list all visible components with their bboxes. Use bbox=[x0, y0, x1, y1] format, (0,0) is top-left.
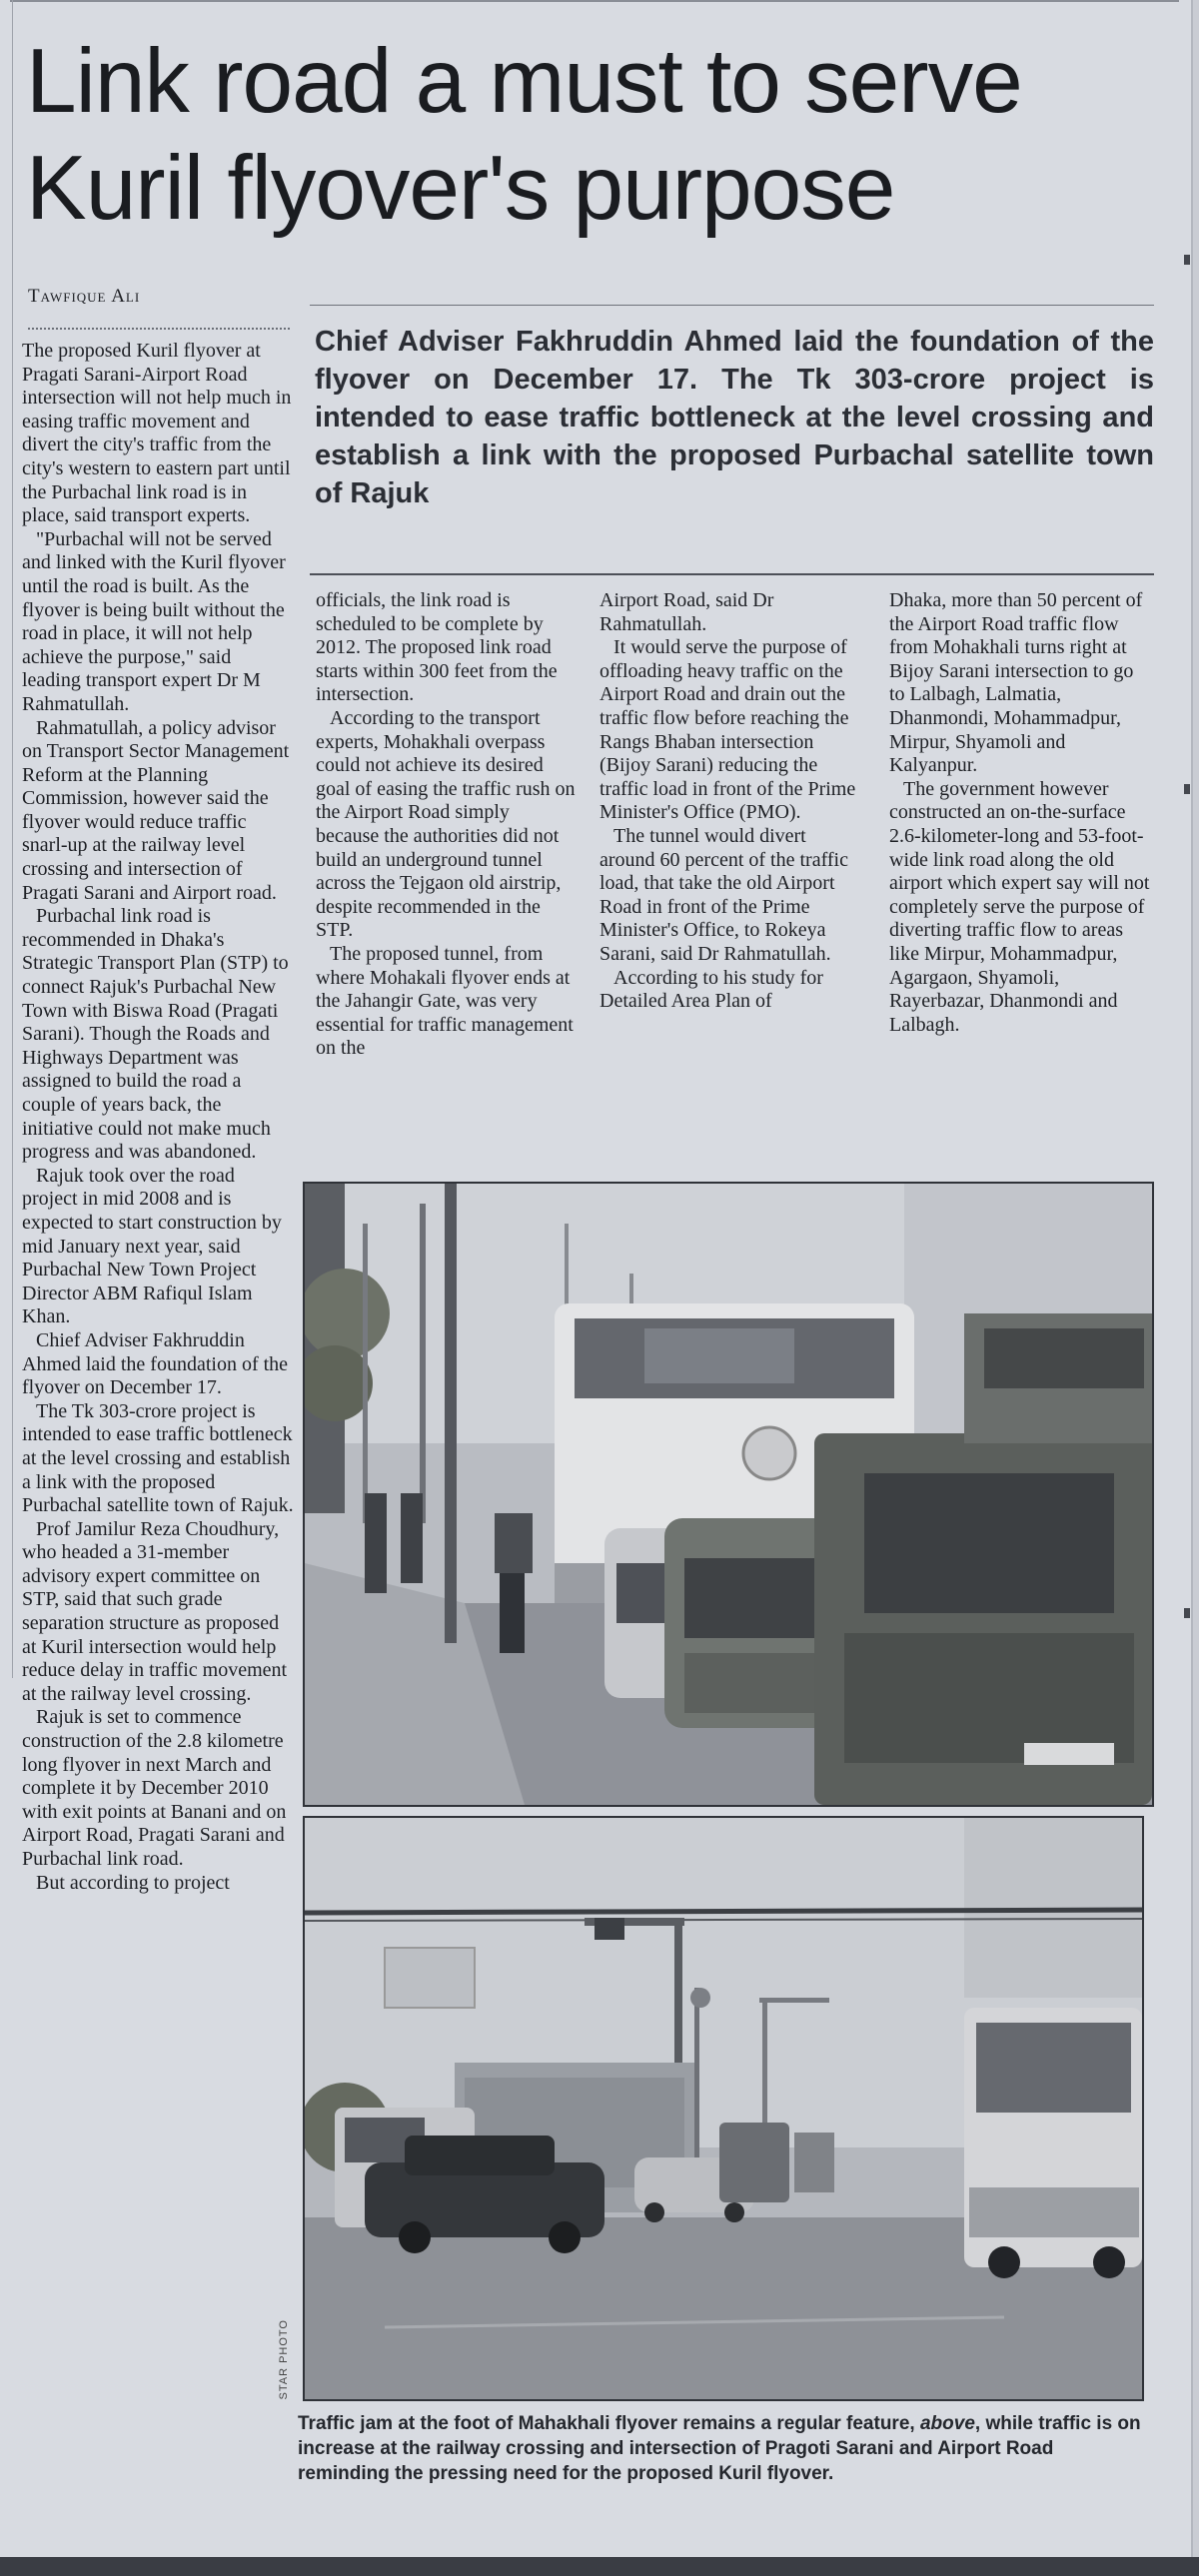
caption-text: Traffic jam at the foot of Mahakhali flyover remains a regular feature, bbox=[298, 2413, 920, 2434]
paragraph: But according to project bbox=[36, 1871, 230, 1894]
paragraph: According to the transport experts, Mohakhali overpass could not achieve its desired goal of easing the traffic rush on the Airport Road simply because the authorities did not build an underground tunnel across the Tejgaon old airstrip, despite recommended in the STP. bbox=[316, 706, 576, 942]
photo-credit: STAR PHOTO bbox=[278, 2319, 290, 2400]
paragraph: Prof Jamilur Reza Choudhury, who headed a 31-member advisory expert committee on STP, said that such grade separation structure as proposed at Kuril intersection would help reduce delay in traffic movement at the railway level crossing. bbox=[22, 1517, 288, 1705]
scan-bottom-band bbox=[0, 2557, 1199, 2576]
body-column-c bbox=[889, 589, 1151, 1037]
paragraph: According to his study for Detailed Area Plan of bbox=[600, 966, 823, 1013]
byline-divider bbox=[28, 328, 290, 330]
photo-traffic-jam-illustration bbox=[305, 1184, 1152, 1805]
paragraph: Purbachal link road is recommended in Dhaka's Strategic Transport Plan (STP) to connect Rajuk's Purbachal New Town with Biswa Road (Pragati Sarani). Though the Roads and Highways Department was assigned to build the road a couple of years back, the initiative could not make much progress and was abandoned. bbox=[22, 905, 289, 1164]
photo-railway-crossing-illustration bbox=[305, 1818, 1142, 2399]
paragraph: The government however constructed an on-the-surface 2.6-kilometer-long and 53-foot-wide link road along the old airport which expert say will not completely serve the purpose of diverting traffic flow to areas like Mirpur, Mohammadpur, Agargaon, Shyamoli, Rayerbazar, Dhanmondi and Lalbagh. bbox=[889, 777, 1150, 1036]
photo-traffic-jam bbox=[303, 1182, 1154, 1807]
headline-line-1: Link road a must to serve bbox=[26, 31, 1022, 132]
headline-line-2: Kuril flyover's purpose bbox=[26, 138, 895, 239]
paragraph: officials, the link road is scheduled to be complete by 2012. The proposed link road starts within 300 feet from the intersection. bbox=[316, 589, 558, 706]
paragraph: The proposed Kuril flyover at Pragati Sarani-Airport Road intersection will not help much in easing traffic movement and divert the city's traffic from the city's western to eastern part until the Purbachal link road is in place, said transport experts. bbox=[22, 340, 292, 527]
paragraph: Dhaka, more than 50 percent of the Airport Road traffic flow from Mohakhali turns right at Bijoy Sarani intersection to go to Lalbagh, Lalmatia, Dhanmondi, Mohammadpur, Mirpur, Shyamoli and Kalyanpur. bbox=[889, 589, 1143, 777]
dek-top-rule bbox=[310, 305, 1154, 306]
paragraph: The proposed tunnel, from where Mohakali flyover ends at the Jahangir Gate, was very essential for traffic management on the bbox=[316, 942, 574, 1060]
paragraph: The tunnel would divert around 60 percent of the traffic load, that take the old Airport Road in front of the Prime Minister's Office, to Rokeya Sarani, said Dr Rahmatullah. bbox=[600, 824, 848, 965]
column-rule bbox=[12, 0, 13, 1678]
paragraph: "Purbachal will not be served and linked with the Kuril flyover until the road is built. As the flyover is being built without the road in place, it will not help achieve the purpose," said leading transport expert Dr M Rahmatullah. bbox=[22, 527, 286, 715]
paragraph: Chief Adviser Fakhruddin Ahmed laid the foundation of the flyover on December 17. bbox=[22, 1328, 289, 1399]
paragraph: Rajuk is set to commence construction of the 2.8 kilometre long flyover in next March and complete it by December 2010 with exit points at Banani and on Airport Road, Pragati Sarani and Purbachal link road. bbox=[22, 1706, 287, 1870]
page-edge-mark bbox=[1184, 784, 1190, 794]
paragraph: Rahmatullah, a policy advisor on Transport Sector Management Reform at the Planning Commission, however said the flyover would reduce traffic snarl-up at the railway level crossing and intersection of Pragati Sarani and Airport road. bbox=[22, 716, 290, 904]
paragraph: It would serve the purpose of offloading heavy traffic on the Airport Road and drain out the traffic flow before reaching the Rangs Bhaban intersection (Bijoy Sarani) reducing the traffic load in front of the Prime Minister's Office (PMO). bbox=[600, 636, 856, 824]
top-rule bbox=[10, 0, 1179, 2]
headline bbox=[26, 28, 1145, 242]
body-column-a bbox=[316, 589, 578, 1061]
deck-summary: Chief Adviser Fakhruddin Ahmed laid the foundation of the flyover on December 17. The Tk 303-crore project is intended to ease traffic bottleneck at the level crossing and establish a link with the proposed Purbachal satellite town of Rajuk bbox=[315, 326, 1154, 509]
paragraph: Airport Road, said Dr Rahmatullah. bbox=[600, 589, 774, 635]
body-column-left bbox=[22, 340, 294, 1895]
caption-emphasis: above bbox=[919, 2413, 975, 2434]
photo-caption bbox=[298, 2411, 1147, 2486]
body-column-b bbox=[600, 589, 861, 1014]
byline: Tawfique Ali bbox=[28, 286, 141, 307]
page-edge-mark bbox=[1184, 1608, 1190, 1618]
page-edge-mark bbox=[1184, 255, 1190, 265]
photo-railway-crossing bbox=[303, 1816, 1144, 2401]
paragraph: Rajuk took over the road project in mid 2008 and is expected to start construction by mid January next year, said Purbachal New Town Project Director ABM Rafiqul Islam Khan. bbox=[22, 1164, 282, 1328]
caption-text-continued: , while traffic is on increase at the railway crossing and intersection of Pragoti Sarani and Airport Road reminding the pressing need for the proposed Kuril flyover. bbox=[298, 2413, 1141, 2484]
dek-bottom-rule bbox=[310, 573, 1154, 575]
paragraph: The Tk 303-crore project is intended to ease traffic bottleneck at the level crossing and establish a link with the proposed Purbachal satellite town of Rajuk. bbox=[22, 1399, 294, 1517]
